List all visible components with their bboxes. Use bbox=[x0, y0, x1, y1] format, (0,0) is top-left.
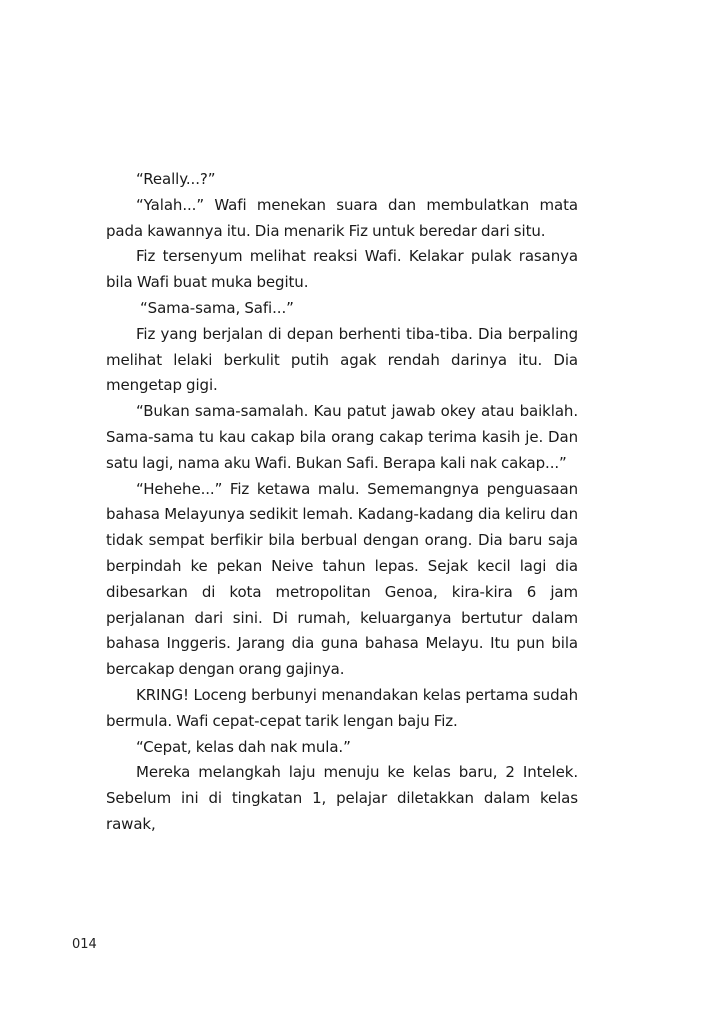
paragraph: Mereka melangkah laju menuju ke kelas baru, 2 Intelek. Sebelum ini di tingkatan 1, pelajar diletakkan dalam kelas rawak, bbox=[106, 763, 578, 833]
page-number: 014 bbox=[72, 937, 97, 952]
paragraph: “Bukan sama-samalah. Kau patut jawab okey atau baiklah. Sama-sama tu kau cakap bila orang cakap terima kasih je. Dan satu lagi, nama aku Wafi. Bukan Safi. Berapa kali nak cakap...” bbox=[106, 402, 578, 472]
paragraph: “Yalah...” Wafi menekan suara dan membulatkan mata pada kawannya itu. Dia menarik Fiz untuk beredar dari situ. bbox=[106, 195, 578, 240]
paragraph: “Really...?” bbox=[136, 170, 216, 188]
paragraph: “Sama-sama, Safi...” bbox=[140, 298, 294, 317]
paragraph: Fiz yang berjalan di depan berhenti tiba-tiba. Dia berpaling melihat lelaki berkulit putih agak rendah darinya itu. Dia mengetap gigi. bbox=[106, 324, 578, 395]
page-body bbox=[106, 167, 578, 838]
paragraph: Fiz tersenyum melihat reaksi Wafi. Kelakar pulak rasanya bila Wafi buat muka begitu. bbox=[106, 247, 578, 292]
paragraph: KRING! Loceng berbunyi menandakan kelas pertama sudah bermula. Wafi cepat-cepat tarik lengan baju Fiz. bbox=[106, 685, 578, 730]
paragraph: “Cepat, kelas dah nak mula.” bbox=[136, 737, 351, 756]
paragraph: “Hehehe...” Fiz ketawa malu. Sememangnya penguasaan bahasa Melayunya sedikit lemah. Kadang-kadang dia keliru dan tidak sempat berfikir bila berbual dengan orang. Dia baru saja berpindah ke pekan Neive tahun lepas. Sejak kecil lagi dia dibesarkan di kota metropolitan Genoa, kira-kira 6 jam perjalanan dari sini. Di rumah, keluarganya bertutur dalam bahasa Inggeris. Jarang dia guna bahasa Melayu. Itu pun bila bercakap dengan orang gajinya. bbox=[106, 479, 578, 679]
